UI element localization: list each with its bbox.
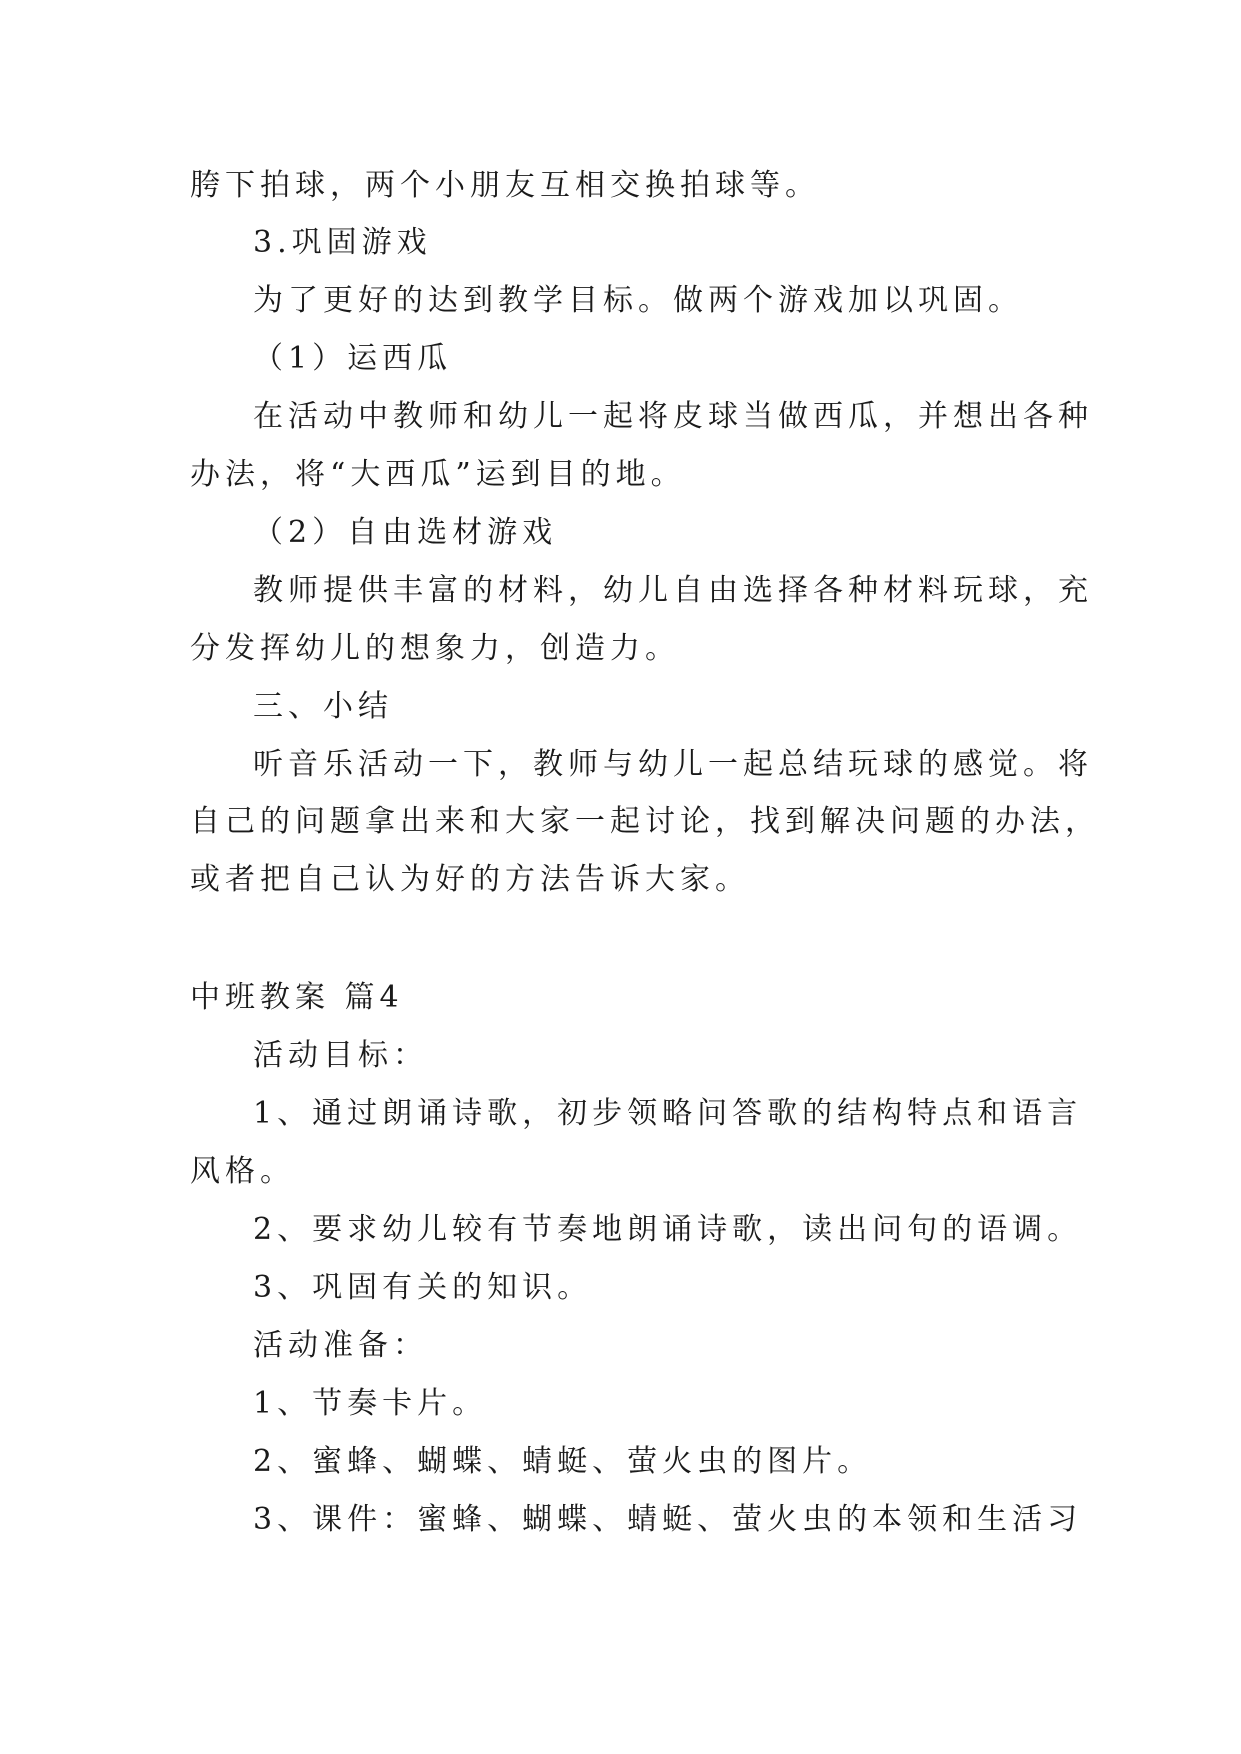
- text-line-18: 2、要求幼儿较有节奏地朗诵诗歌，读出问句的语调。: [253, 1212, 1083, 1247]
- text-line-16: 1、通过朗诵诗歌，初步领略问答歌的结构特点和语言: [253, 1096, 1083, 1131]
- text-line-22: 2、蜜蜂、蝴蝶、蜻蜓、萤火虫的图片。: [253, 1444, 873, 1479]
- text-line-2: 3.巩固游戏: [253, 225, 432, 260]
- text-line-9: 分发挥幼儿的想象力，创造力。: [190, 631, 680, 666]
- text-line-5: 在活动中教师和幼儿一起将皮球当做西瓜，并想出各种: [253, 399, 1093, 434]
- text-line-10: 三、小结: [253, 689, 393, 724]
- text-line-6: 办法，将“大西瓜”运到目的地。: [190, 457, 686, 492]
- text-line-19: 3、巩固有关的知识。: [253, 1270, 593, 1305]
- text-line-12: 自己的问题拿出来和大家一起讨论，找到解决问题的办法，: [190, 804, 1100, 839]
- text-line-13: 或者把自己认为好的方法告诉大家。: [190, 862, 750, 897]
- text-line-8: 教师提供丰富的材料，幼儿自由选择各种材料玩球，充: [253, 573, 1093, 608]
- text-line-17: 风格。: [190, 1154, 295, 1189]
- text-line-3: 为了更好的达到教学目标。做两个游戏加以巩固。: [253, 283, 1023, 318]
- text-line-1: 胯下拍球，两个小朋友互相交换拍球等。: [190, 168, 820, 203]
- text-line-7: （2）自由选材游戏: [253, 515, 558, 550]
- text-line-15: 活动目标：: [253, 1038, 428, 1073]
- text-line-4: （1）运西瓜: [253, 341, 453, 376]
- text-line-23: 3、课件：蜜蜂、蝴蝶、蜻蜓、萤火虫的本领和生活习: [253, 1502, 1083, 1537]
- text-line-11: 听音乐活动一下，教师与幼儿一起总结玩球的感觉。将: [253, 747, 1093, 782]
- text-line-21: 1、节奏卡片。: [253, 1386, 488, 1421]
- text-line-20: 活动准备：: [253, 1328, 428, 1363]
- section-heading: 中班教案 篇4: [190, 980, 404, 1015]
